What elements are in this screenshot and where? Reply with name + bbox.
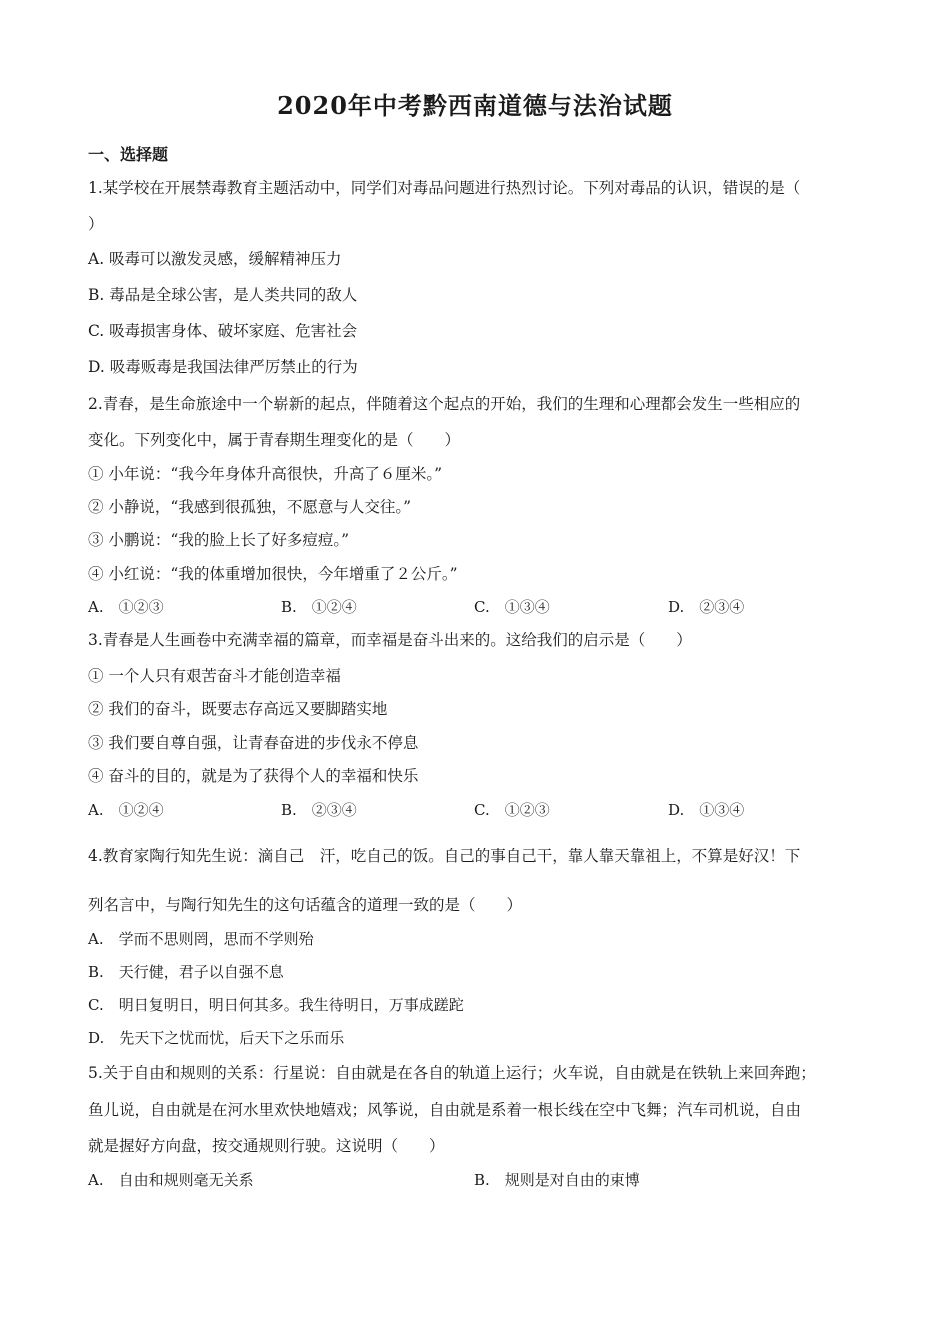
q3-item-1: ① 一个人只有艰苦奋斗才能创造幸福	[88, 667, 341, 685]
q1-option-a: A. 吸毒可以激发灵感，缓解精神压力	[88, 250, 342, 268]
q2-option-b: B. ①②④	[281, 598, 357, 616]
q2-item-4: ④ 小红说：“我的体重增加很快，今年增重了２公斤。”	[88, 565, 458, 583]
q5-stem-line3: 就是握好方向盘，按交通规则行驶。这说明（ ）	[88, 1137, 445, 1155]
q2-option-a: A. ①②③	[88, 598, 164, 616]
q1-stem-line1: 1.某学校在开展禁毒教育主题活动中，同学们对毒品问题进行热烈讨论。下列对毒品的认识，错误的是（	[88, 179, 801, 197]
q4-option-d: D. 先天下之忧而忧，后天下之乐而乐	[88, 1029, 345, 1047]
q4-option-b: B. 天行健，君子以自强不息	[88, 963, 284, 981]
q3-option-d: D. ①③④	[668, 801, 745, 819]
q3-item-2: ② 我们的奋斗，既要志存高远又要脚踏实地	[88, 700, 388, 718]
q3-stem-line1: 3.青春是人生画卷中充满幸福的篇章，而幸福是奋斗出来的。这给我们的启示是（ ）	[88, 631, 692, 649]
q5-stem-line1: 5.关于自由和规则的关系：行星说：自由就是在各自的轨道上运行；火车说，自由就是在铁轨上来回奔跑；	[88, 1064, 816, 1082]
q2-option-c: C. ①③④	[474, 598, 550, 616]
q3-item-3: ③ 我们要自尊自强，让青春奋进的步伐永不停息	[88, 734, 419, 752]
q4-stem-line1: 4.教育家陶行知先生说：滴自己 汗，吃自己的饭。自己的事自己干，靠人靠天靠祖上，不算是好汉！下	[88, 847, 801, 865]
section-heading: 一、选择题	[88, 145, 169, 164]
q2-item-1: ① 小年说：“我今年身体升高很快，升高了６厘米。”	[88, 465, 443, 483]
q1-option-c: C. 吸毒损害身体、破坏家庭、危害社会	[88, 322, 358, 340]
q5-option-b: B. 规则是对自由的束博	[474, 1171, 640, 1189]
q1-option-b: B. 毒品是全球公害，是人类共同的敌人	[88, 286, 358, 304]
page-title: 2020年中考黔西南道德与法治试题	[277, 91, 673, 120]
q4-option-c: C. 明日复明日，明日何其多。我生待明日，万事成蹉跎	[88, 996, 464, 1014]
q2-option-d: D. ②③④	[668, 598, 745, 616]
q5-option-a: A. 自由和规则毫无关系	[88, 1171, 254, 1189]
q4-stem-line2: 列名言中，与陶行知先生的这句话蕴含的道理一致的是（ ）	[88, 896, 523, 914]
q5-stem-line2: 鱼儿说，自由就是在河水里欢快地嬉戏；风筝说，自由就是系着一根长线在空中飞舞；汽车司机说，自由	[88, 1101, 802, 1119]
q3-item-4: ④ 奋斗的目的，就是为了获得个人的幸福和快乐	[88, 767, 419, 785]
q3-option-b: B. ②③④	[281, 801, 357, 819]
q3-option-c: C. ①②③	[474, 801, 550, 819]
q1-stem-line2: ）	[88, 215, 104, 233]
q1-option-d: D. 吸毒贩毒是我国法律严厉禁止的行为	[88, 358, 358, 376]
q3-option-a: A. ①②④	[88, 801, 164, 819]
q2-stem-line1: 2.青春，是生命旅途中一个崭新的起点，伴随着这个起点的开始，我们的生理和心理都会发生一些相应的	[88, 395, 801, 413]
q2-stem-line2: 变化。下列变化中，属于青春期生理变化的是（ ）	[88, 431, 461, 449]
q4-option-a: A. 学而不思则罔，思而不学则殆	[88, 930, 314, 948]
q2-item-3: ③ 小鹏说：“我的脸上长了好多痘痘。”	[88, 531, 350, 549]
q2-item-2: ② 小静说，“我感到很孤独，不愿意与人交往。”	[88, 498, 412, 516]
